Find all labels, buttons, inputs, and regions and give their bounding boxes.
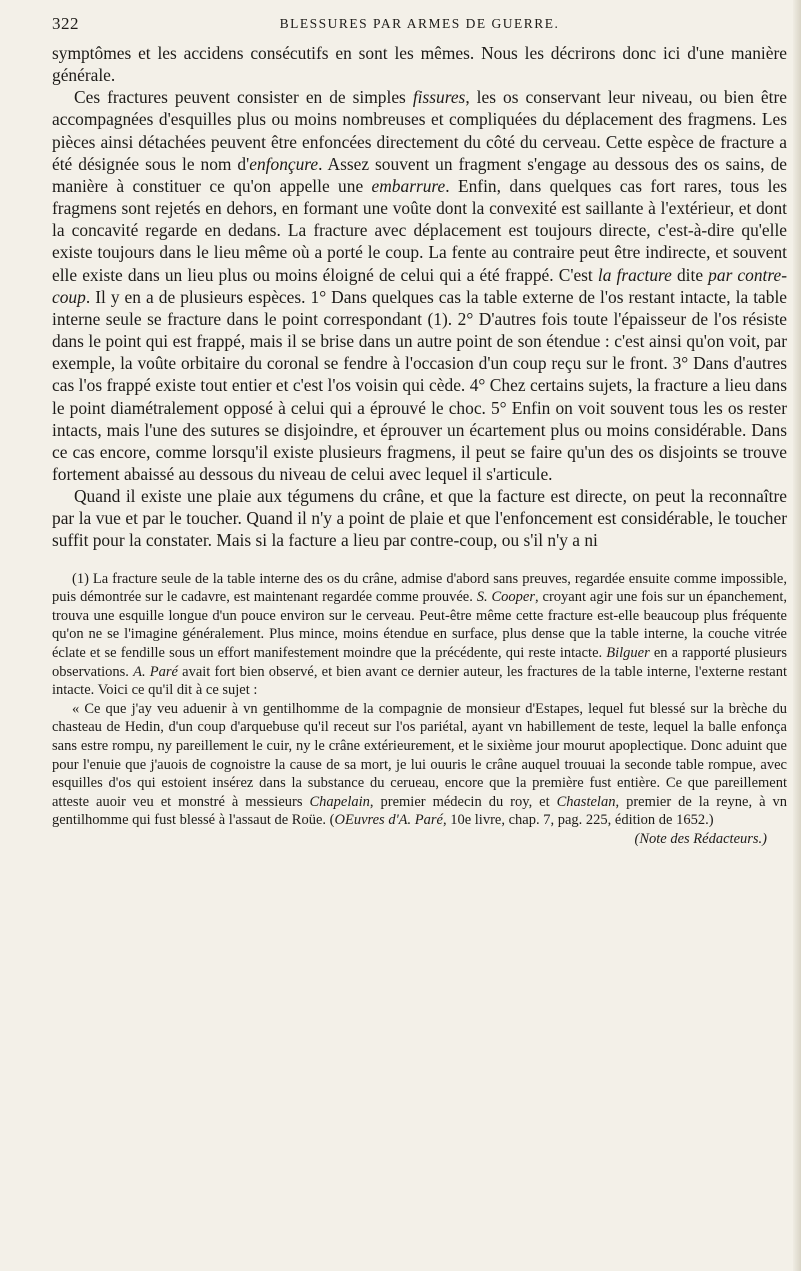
running-head: [52, 14, 787, 40]
work-title: OEuvres d'A. Paré: [334, 812, 443, 829]
term-la-fracture: la fracture: [597, 264, 672, 285]
page-number: 322: [52, 14, 79, 33]
editors-note-signature: (Note des Rédacteurs.): [634, 830, 767, 847]
footnote-quote: « Ce que j'ay veu aduenir à vn gentilhomme de la compagnie de monsieur d'Estapes, lequel fut blessé sur la brèche du chasteau de Hedin, d'un coup d'arquebuse qu'il receut sur l'os pariétal, ayant vn habillement de teste, lequel la balle enfonça sans estre rompu, ny pareillement le cuir, ny le crâne extérieurement, et le sixième jour mourut apoplectique. Donc aduint que pour l'enuie que j'auois de cognoistre la cause de sa mort, je lui ouuris le crâne auquel trouuai la seconde table rompue, avec esquilles d'os qui estoient insérez dans la substance du cerueau, encore que la première fust entière. Ce que pareillement atteste auoir veu et monstré à messieurs Chapelain, premier médecin du roy, et Chastelan, premier de la reyne, à vn gentilhomme qui fust blessé à l'assaut de Roüe. (OEuvres d'A. Paré, 10e livre, chap. 7, pag. 225, édition de 1652.): [52, 700, 787, 829]
author-bilguer: Bilguer: [606, 644, 650, 661]
name-chastelan: Chastelan: [556, 793, 616, 810]
author-pare: A. Paré: [133, 663, 178, 680]
footnote-1: (1) La fracture seule de la table interne des os du crâne, admise d'abord sans preuves, regardée ensuite comme impossible, puis démontrée sur le cadavre, est maintenant regardée comme prouvée. S. Cooper, croyant agir une fois sur un épanchement, trouva une esquille longue d'un pouce environ sur le cerveau. Peut-être même cette fracture est-elle beaucoup plus fréquente qu'on ne se l'imagine généralement. Plus mince, moins étendue en surface, plus dense que la table interne, la couche vitrée éclate et se fendille sous un effort manifestement moindre que la précédente, qui reste intacte. Bilguer en a rapporté plusieurs observations. A. Paré avait fort bien observé, et bien avant ce dernier auteur, les fractures de la table interne, l'externe restant intacte. Voici ce qu'il dit à ce sujet :: [52, 570, 788, 699]
term-enfoncure: enfonçure: [249, 153, 319, 174]
main-text: [52, 42, 787, 552]
footnotes: [52, 570, 787, 849]
term-contre-coup: par contre-coup: [52, 264, 787, 307]
paragraph-1: symptômes et les accidens consécutifs en sont les mêmes. Nous les décrirons donc ici d'une manière générale.: [52, 43, 787, 86]
author-cooper: S. Cooper: [476, 589, 535, 606]
book-page: [52, 14, 787, 849]
term-embarrure: embarrure: [371, 175, 446, 196]
name-chapelain: Chapelain: [309, 793, 370, 810]
paragraph-2: Ces fractures peuvent consister en de simples fissures, les os conservant leur niveau, ou bien être accompagnées d'esquilles plus ou moins nombreuses et compliquées du déplacement des fragmens. Les pièces ainsi détachées peuvent être enfoncées directement du côté du cerveau. Cette espèce de fracture a été désignée sous le nom d'enfonçure. Assez souvent un fragment s'engage au dessous des os sains, de manière à constituer ce qu'on appelle une embarrure. Enfin, dans quelques cas fort rares, tous les fragmens sont rejetés en dehors, en formant une voûte dont la convexité est saillante à l'extérieur, et dont la concavité regarde en dedans. La fracture avec déplacement est toujours directe, c'est-à-dire qu'elle existe toujours dans le lieu même où a porté le coup. La fente au contraire peut être indirecte, et souvent elle existe dans un lieu plus ou moins éloigné de celui qui a été frappé. C'est la fracture dite par contre-coup. Il y en a de plusieurs espèces. 1° Dans quelques cas la table externe de l'os restant intacte, la table interne seule se fracture dans le point correspondant (1). 2° D'autres fois toute l'épaisseur de l'os résiste dans le point qui est frappé, mais il se brise dans un autre point de son étendue : c'est ainsi qu'on voit, par exemple, la voûte orbitaire du coronal se fendre à l'occasion d'un coup reçu sur le front. 3° Dans d'autres cas l'os frappé existe tout entier et c'est l'os voisin qui cède. 4° Chez certains sujets, la fracture a lieu dans le point diamétralement opposé à celui qui a éprouvé le choc. 5° Enfin on voit souvent tous les os rester intacts, mais l'une des sutures se disjoindre, et éprouver un écartement plus ou moins considérable. Dans ce cas encore, comme lorsqu'il existe plusieurs fragmens, il peut se faire qu'un des os disjoints se trouve fortement abaissé au dessous du niveau de celui avec lequel il s'articule.: [52, 87, 787, 484]
term-fissures: fissures: [412, 87, 466, 108]
running-title: BLESSURES PAR ARMES DE GUERRE.: [279, 16, 560, 31]
paragraph-3: Quand il existe une plaie aux tégumens du crâne, et que la facture est directe, on peut la reconnaître par la vue et par le toucher. Quand il n'y a point de plaie et que l'enfoncement est considérable, le toucher suffit pour la constater. Mais si la facture a lieu par contre-coup, ou s'il n'y a ni: [52, 486, 787, 551]
page-binding-edge: [793, 0, 801, 1271]
